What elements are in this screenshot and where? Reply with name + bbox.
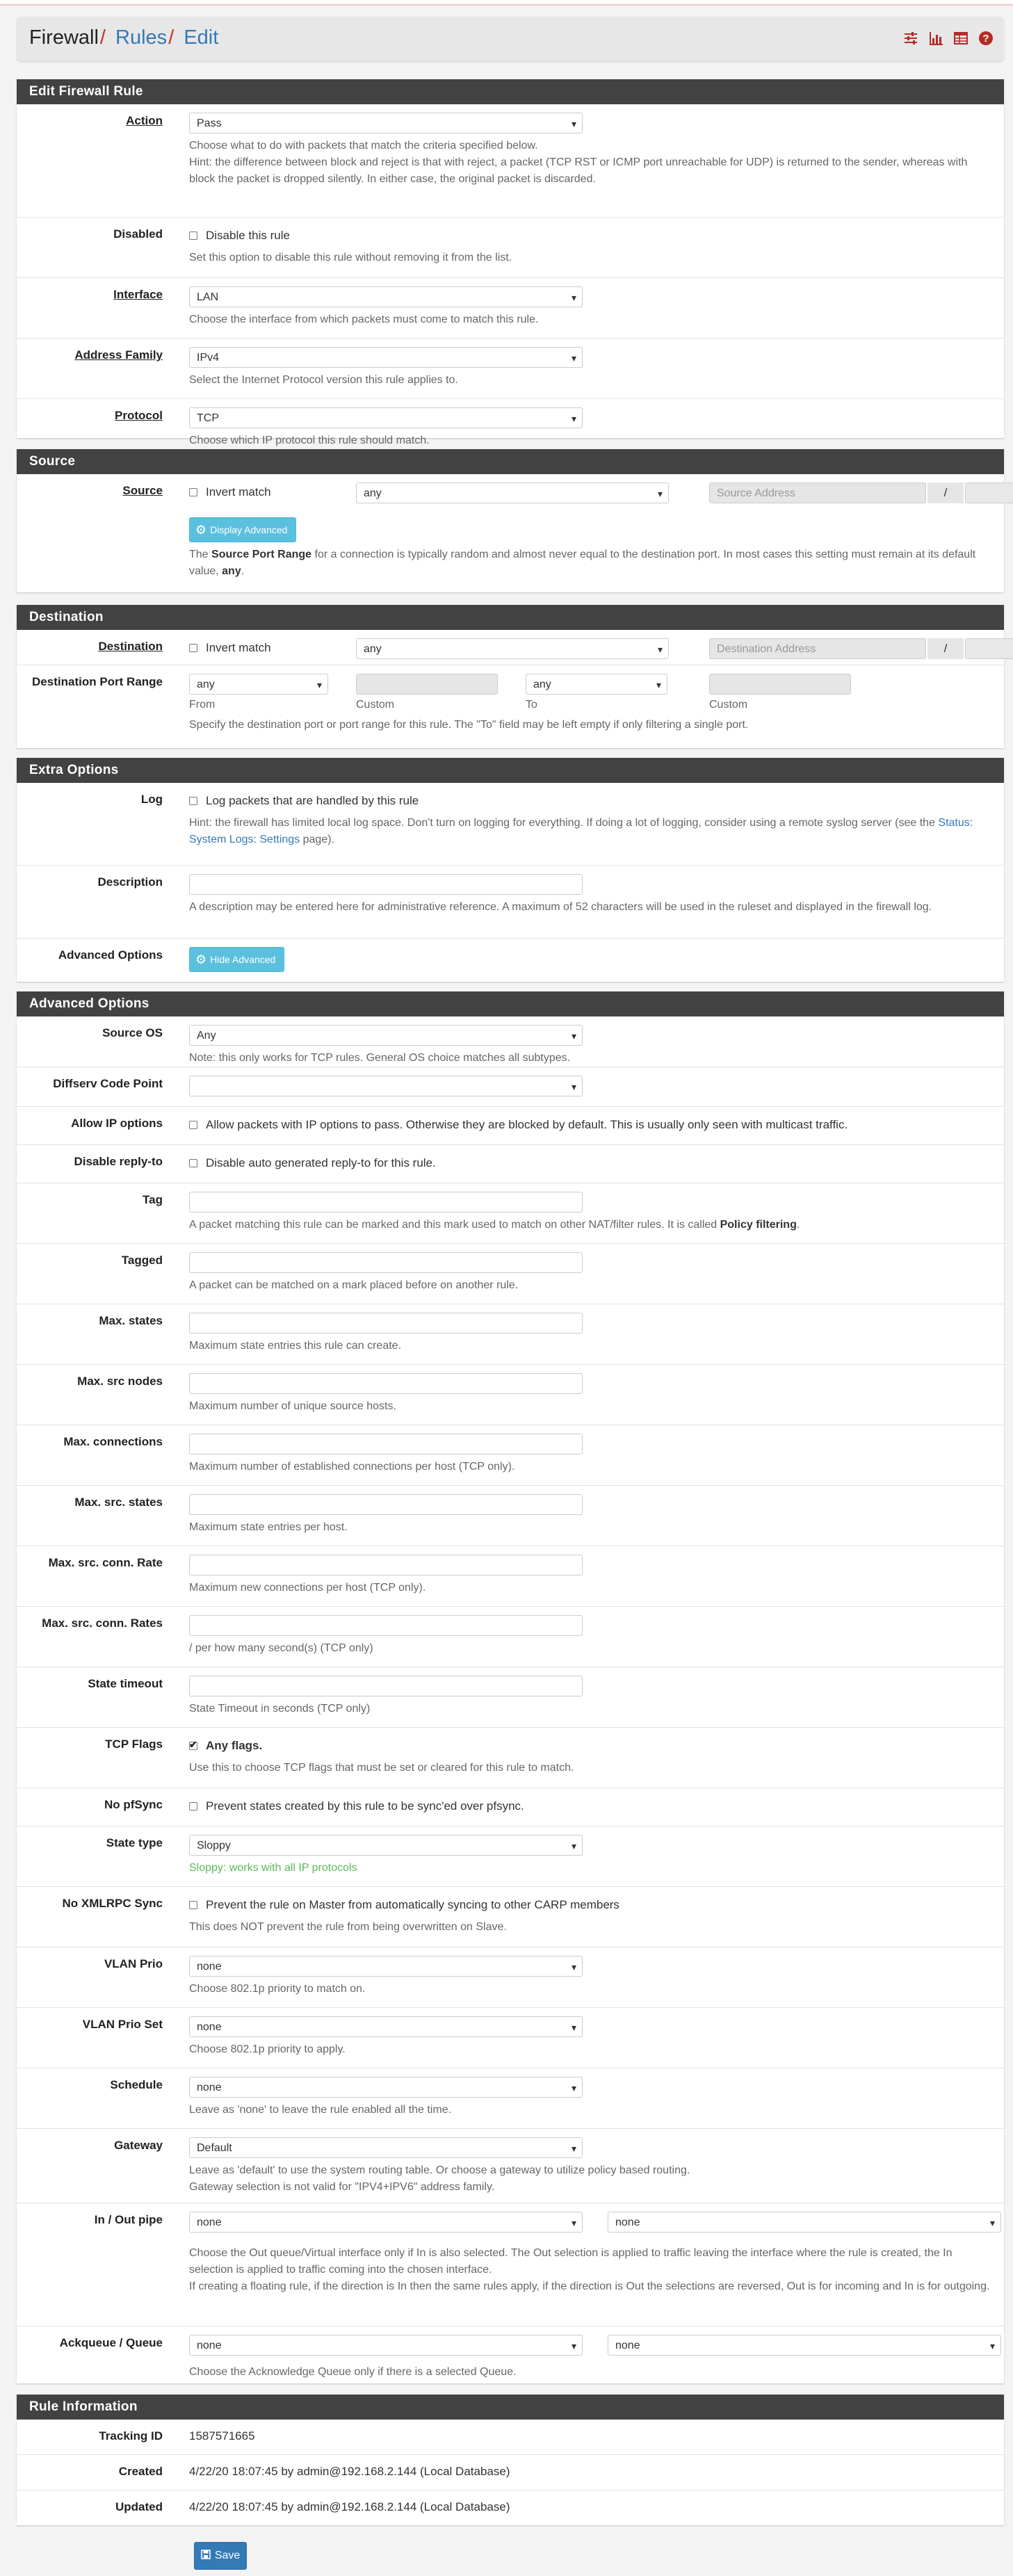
source-slash: / — [927, 483, 964, 503]
source-os-help: Note: this only works for TCP rules. General OS choice matches all subtypes. — [189, 1052, 571, 1064]
hide-advanced-button[interactable]: ⚙ Hide Advanced — [189, 947, 284, 972]
created-label: Created — [118, 2465, 163, 2478]
schedule-help: Leave as 'none' to leave the rule enabled all the time. — [189, 2104, 452, 2116]
extra-options-title: Extra Options — [17, 758, 1004, 783]
destination-row — [17, 630, 1004, 665]
tag-help: A packet matching this rule can be marked and this mark used to match on other NAT/filter rules. It is called Policy filtering. — [189, 1219, 800, 1231]
disable-reply-label: Disable reply-to — [74, 1155, 163, 1168]
gateway-select[interactable]: Default ▾ — [189, 2137, 583, 2158]
updated-row — [17, 2490, 1004, 2525]
max-states-row — [17, 1304, 1004, 1365]
advanced-options-row — [17, 939, 1004, 983]
caption-to: To — [526, 699, 537, 711]
address-family-label: Address Family — [74, 348, 163, 362]
created-value: 4/22/20 18:07:45 by admin@192.168.2.144 (Local Database) — [189, 2465, 510, 2478]
state-timeout-label: State timeout — [88, 1677, 163, 1690]
tagged-help: A packet can be matched on a mark placed before on another rule. — [189, 1279, 519, 1291]
address-family-select[interactable]: IPv4 ▾ — [189, 347, 583, 368]
tcp-flags-row — [17, 1728, 1004, 1788]
ackqueue-label: Ackqueue / Queue — [59, 2336, 163, 2349]
dest-port-from-custom-input[interactable] — [356, 674, 498, 695]
any-flags-text: Any flags. — [206, 1739, 263, 1752]
action-select[interactable]: Pass ▾ — [189, 113, 583, 133]
schedule-row — [17, 2068, 1004, 2129]
breadcrumb-firewall: Firewall — [29, 26, 99, 49]
table-icon[interactable] — [953, 31, 969, 47]
breadcrumb: Firewall/ Rules/ Edit ? — [17, 17, 1004, 61]
advanced-title: Advanced Options — [17, 991, 1004, 1016]
disable-rule-text: Disable this rule — [206, 229, 290, 242]
diffserv-select[interactable] — [189, 1076, 583, 1096]
interface-row — [17, 278, 1004, 339]
vlan-prio-select[interactable]: none ▾ — [189, 1956, 583, 1977]
extra-options-panel — [17, 758, 1004, 982]
disabled-label: Disabled — [113, 227, 163, 241]
no-pfsync-checkbox[interactable] — [189, 1802, 197, 1811]
disabled-row — [17, 218, 1004, 278]
edit-rule-panel — [17, 79, 1004, 446]
gear-icon: ⚙ — [195, 522, 207, 537]
destination-title: Destination — [17, 605, 1004, 630]
schedule-label: Schedule — [110, 2078, 163, 2091]
state-type-help: Sloppy: works with all IP protocols — [189, 1862, 357, 1874]
allow-ip-text: Allow packets with IP options to pass. Otherwise they are blocked by default. This is usually only seen with multicast traffic. — [206, 1118, 848, 1131]
max-connections-help: Maximum number of established connections per host (TCP only). — [189, 1461, 515, 1473]
destination-address-input[interactable]: Destination Address — [709, 638, 926, 659]
max-connections-input[interactable] — [189, 1434, 583, 1455]
gear-icon: ⚙ — [195, 952, 207, 966]
disable-reply-checkbox[interactable] — [189, 1159, 197, 1167]
queue-select[interactable]: none ▾ — [608, 2335, 1001, 2356]
max-src-conn-rates-label: Max. src. conn. Rates — [42, 1617, 163, 1630]
vlan-prio-set-select[interactable]: none ▾ — [189, 2016, 583, 2037]
diffserv-row — [17, 1067, 1004, 1107]
max-src-nodes-row — [17, 1365, 1004, 1425]
no-pfsync-text: Prevent states created by this rule to be sync'ed over pfsync. — [206, 1799, 524, 1813]
max-src-conn-rate-row — [17, 1546, 1004, 1607]
diffserv-label: Diffserv Code Point — [53, 1077, 163, 1090]
any-flags-checkbox[interactable] — [189, 1742, 197, 1750]
destination-type-select[interactable]: any ▾ — [356, 638, 669, 659]
destination-port-row — [17, 665, 1004, 749]
destination-slash: / — [927, 638, 964, 659]
address-family-row — [17, 339, 1004, 399]
breadcrumb-rules-link[interactable]: Rules — [115, 26, 168, 49]
state-type-label: State type — [106, 1836, 163, 1849]
ackqueue-select[interactable]: none ▾ — [189, 2335, 583, 2356]
no-pfsync-label: No pfSync — [104, 1798, 163, 1811]
source-mask-select[interactable] — [965, 483, 1013, 503]
max-states-label: Max. states — [99, 1314, 163, 1327]
max-src-states-input[interactable] — [189, 1494, 583, 1515]
state-timeout-row — [17, 1667, 1004, 1728]
created-row — [17, 2455, 1004, 2490]
rule-info-title: Rule Information — [17, 2395, 1004, 2420]
caption-custom-to: Custom — [709, 699, 748, 711]
bar-chart-icon[interactable] — [927, 31, 944, 47]
max-states-input[interactable] — [189, 1313, 583, 1334]
vlan-prio-set-row — [17, 2008, 1004, 2068]
tracking-id-label: Tracking ID — [99, 2429, 163, 2443]
protocol-label: Protocol — [115, 409, 163, 422]
max-src-states-label: Max. src. states — [74, 1496, 163, 1509]
log-row — [17, 783, 1004, 866]
gateway-label: Gateway — [114, 2139, 163, 2152]
description-help: A description may be entered here for administrative reference. A maximum of 52 characters will be used in the ruleset and displayed in the firewall log. — [189, 901, 932, 913]
tag-label: Tag — [143, 1193, 163, 1206]
log-label: Log — [140, 793, 163, 806]
state-timeout-help: State Timeout in seconds (TCP only) — [189, 1703, 371, 1715]
disable-rule-checkbox[interactable] — [189, 232, 197, 240]
max-src-conn-rates-row — [17, 1607, 1004, 1667]
destination-invert-checkbox[interactable] — [189, 644, 197, 652]
no-xmlrpc-text: Prevent the rule on Master from automatically syncing to other CARP members — [206, 1898, 619, 1911]
max-src-conn-rate-label: Max. src. conn. Rate — [48, 1556, 163, 1569]
gateway-help: Leave as 'default' to use the system routing table. Or choose a gateway to utilize policy based routing. Gateway selection is not valid for "IPV4+IPV6" address family. — [189, 2164, 690, 2193]
no-xmlrpc-checkbox[interactable] — [189, 1901, 197, 1909]
save-button[interactable]: Save — [194, 2542, 247, 2570]
max-src-conn-rate-help: Maximum new connections per host (TCP only). — [189, 1582, 426, 1594]
disabled-help: Set this option to disable this rule without removing it from the list. — [189, 252, 512, 264]
state-type-select[interactable]: Sloppy ▾ — [189, 1835, 583, 1856]
max-src-nodes-label: Max. src nodes — [77, 1375, 163, 1388]
source-panel — [17, 449, 1004, 592]
tcp-flags-label: TCP Flags — [105, 1737, 163, 1751]
action-label: Action — [126, 114, 163, 127]
out-pipe-select[interactable]: none ▾ — [608, 2212, 1001, 2233]
source-address-input[interactable]: Source Address — [709, 483, 926, 503]
source-label: Source — [122, 484, 163, 497]
source-invert-checkbox[interactable] — [189, 488, 197, 496]
svg-text:?: ? — [982, 33, 989, 44]
tcp-flags-help: Use this to choose TCP flags that must be set or cleared for this rule to match. — [189, 1762, 574, 1774]
source-os-select[interactable]: Any ▾ — [189, 1025, 583, 1046]
in-pipe-select[interactable]: none ▾ — [189, 2212, 583, 2233]
tag-row — [17, 1183, 1004, 1244]
no-pfsync-row — [17, 1788, 1004, 1826]
description-input[interactable] — [189, 874, 583, 895]
interface-select[interactable]: LAN ▾ — [189, 286, 583, 307]
system-logs-settings-link[interactable]: Status: System Logs: Settings — [189, 817, 973, 845]
log-checkbox[interactable] — [189, 797, 197, 805]
log-text: Log packets that are handled by this rule — [206, 794, 419, 807]
description-label: Description — [97, 875, 163, 889]
dest-port-to-custom-input[interactable] — [709, 674, 851, 695]
sliders-icon[interactable] — [902, 31, 919, 47]
caption-custom-from: Custom — [356, 699, 395, 711]
top-accent-line — [0, 0, 1013, 6]
no-xmlrpc-label: No XMLRPC Sync — [62, 1897, 163, 1910]
destination-invert-text: Invert match — [206, 641, 271, 654]
no-xmlrpc-help: This does NOT prevent the rule from being overwritten on Slave. — [189, 1921, 507, 1933]
advanced-options-label: Advanced Options — [58, 948, 163, 962]
ackqueue-help: Choose the Acknowledge Queue only if there is a selected Queue. — [189, 2366, 517, 2378]
updated-value: 4/22/20 18:07:45 by admin@192.168.2.144 (Local Database) — [189, 2500, 510, 2513]
address-family-help: Select the Internet Protocol version this rule applies to. — [189, 374, 458, 386]
vlan-prio-row — [17, 1947, 1004, 2008]
protocol-select[interactable]: TCP ▾ — [189, 407, 583, 428]
rule-information-panel — [17, 2395, 1004, 2525]
destination-port-help: Specify the destination port or port range for this rule. The "To" field may be left empty if only filtering a single port. — [189, 719, 749, 731]
breadcrumb-edit-link[interactable]: Edit — [184, 26, 219, 49]
action-help: Choose what to do with packets that match the criteria specified below. Hint: the difference between block and reject is that with reject, a packet (TCP RST or ICMP port unreachable for UDP) is returned to the sender, whereas with block the packet is dropped silently. In either case, the original packet is discarded. — [189, 140, 968, 185]
advanced-options-panel — [17, 991, 1004, 2383]
caption-from: From — [189, 699, 216, 711]
interface-label: Interface — [113, 288, 163, 301]
max-connections-row — [17, 1425, 1004, 1486]
protocol-help: Choose which IP protocol this rule should match. — [189, 435, 430, 446]
tracking-id-row — [17, 2420, 1004, 2455]
log-help: Hint: the firewall has limited local log space. Don't turn on logging for everything. If doing a lot of logging, consider using a remote syslog server (see the Status: System Logs: Settings page). — [189, 817, 973, 845]
vlan-prio-set-help: Choose 802.1p priority to apply. — [189, 2043, 346, 2055]
source-os-row — [17, 1016, 1004, 1067]
tag-input[interactable] — [189, 1192, 583, 1213]
disable-reply-row — [17, 1145, 1004, 1183]
allow-ip-row — [17, 1107, 1004, 1145]
in-out-pipe-label: In / Out pipe — [94, 2213, 163, 2226]
max-connections-label: Max. connections — [63, 1435, 163, 1448]
source-row — [17, 474, 1004, 592]
max-src-conn-rates-input[interactable] — [189, 1615, 583, 1636]
disable-reply-text: Disable auto generated reply-to for this rule. — [206, 1156, 436, 1169]
allow-ip-label: Allow IP options — [71, 1117, 163, 1130]
schedule-select[interactable]: none ▾ — [189, 2077, 583, 2098]
max-src-states-help: Maximum state entries per host. — [189, 1521, 348, 1533]
source-type-select[interactable]: any ▾ — [356, 483, 669, 503]
allow-ip-checkbox[interactable] — [189, 1121, 197, 1129]
source-title: Source — [17, 449, 1004, 474]
gateway-row — [17, 2129, 1004, 2203]
save-icon — [201, 2550, 211, 2562]
updated-label: Updated — [115, 2500, 163, 2513]
vlan-prio-set-label: VLAN Prio Set — [82, 2018, 163, 2031]
tagged-input[interactable] — [189, 1252, 583, 1273]
tagged-label: Tagged — [121, 1254, 163, 1267]
in-out-pipe-help: Choose the Out queue/Virtual interface only if In is also selected. The Out selection is applied to traffic leaving the interface where the rule is created, the In selection is applied to traffic coming into the chosen interface. If creating a floating rule, if the direction is In then the same rules apply, if the direction is Out the selections are reversed, Out is for incoming and In is for outgoing. — [189, 2247, 990, 2292]
max-src-nodes-help: Maximum number of unique source hosts. — [189, 1400, 396, 1412]
in-out-pipe-row — [17, 2203, 1004, 2326]
max-states-help: Maximum state entries this rule can create. — [189, 1340, 402, 1352]
display-advanced-button[interactable]: ⚙ Display Advanced — [189, 517, 296, 542]
max-src-conn-rate-input[interactable] — [189, 1555, 583, 1575]
tagged-row — [17, 1244, 1004, 1304]
vlan-prio-label: VLAN Prio — [104, 1957, 163, 1970]
source-os-label: Source OS — [102, 1026, 163, 1039]
destination-port-label: Destination Port Range — [32, 675, 163, 688]
no-xmlrpc-row — [17, 1887, 1004, 1947]
max-src-states-row — [17, 1486, 1004, 1546]
source-port-help: The Source Port Range for a connection is typically random and almost never equal to the destination port. In most cases this setting must remain at its default value, any. — [189, 549, 976, 577]
description-row — [17, 866, 1004, 939]
state-type-row — [17, 1826, 1004, 1887]
dest-port-to-select[interactable]: any ▾ — [526, 674, 667, 695]
destination-mask-select[interactable] — [965, 638, 1013, 659]
state-timeout-input[interactable] — [189, 1676, 583, 1696]
action-row — [17, 104, 1004, 218]
source-invert-text: Invert match — [206, 485, 271, 499]
max-src-conn-rates-help: / per how many second(s) (TCP only) — [189, 1642, 373, 1654]
destination-label: Destination — [98, 640, 163, 653]
help-icon[interactable] — [978, 31, 994, 47]
max-src-nodes-input[interactable] — [189, 1373, 583, 1394]
interface-help: Choose the interface from which packets must come to match this rule. — [189, 314, 539, 325]
ackqueue-row — [17, 2326, 1004, 2386]
tracking-id-value: 1587571665 — [189, 2429, 255, 2443]
panel-title: Edit Firewall Rule — [17, 79, 1004, 104]
dest-port-from-select[interactable]: any ▾ — [189, 674, 328, 695]
destination-panel — [17, 605, 1004, 748]
vlan-prio-help: Choose 802.1p priority to match on. — [189, 1983, 366, 1995]
